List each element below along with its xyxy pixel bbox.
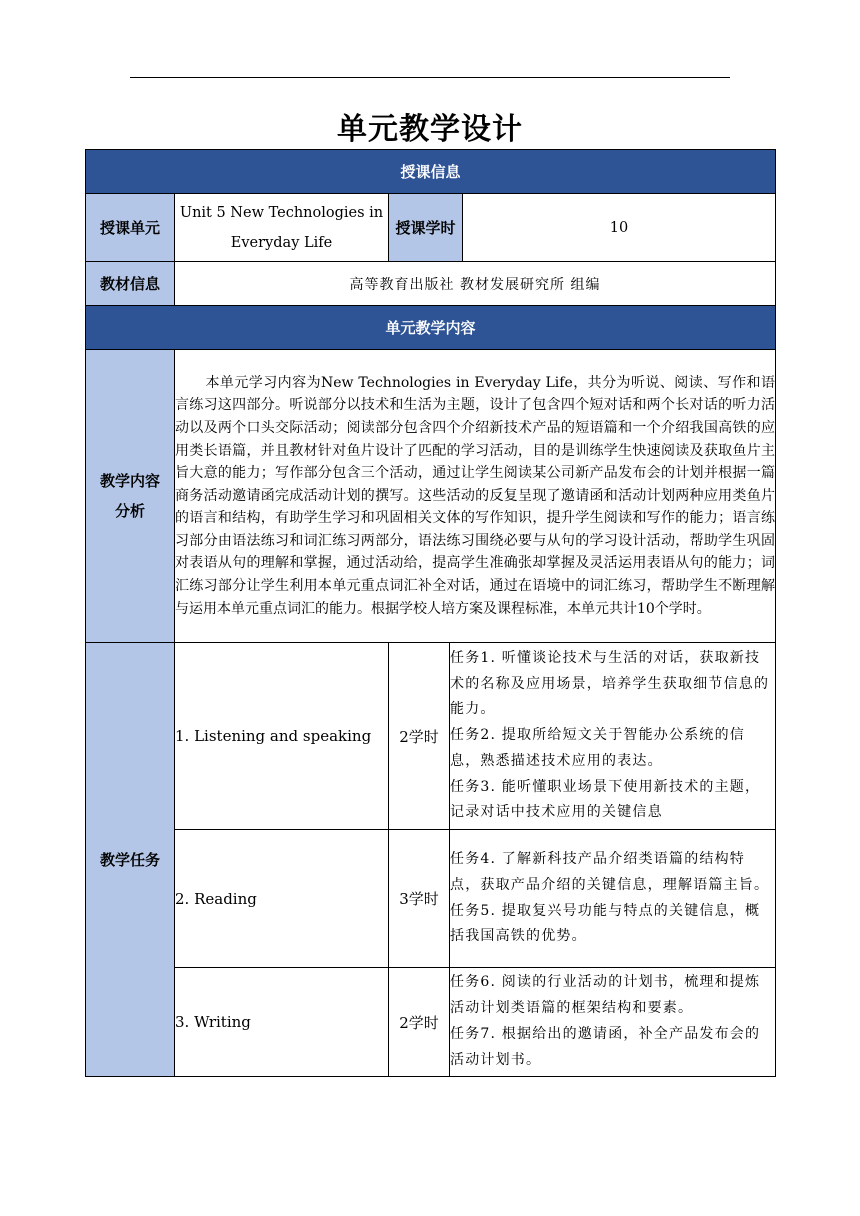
- task-detail: 任务1. 听懂谈论技术与生活的对话，获取新技术的名称及应用场景，培养学生获取细节信息的能力。: [450, 649, 770, 718]
- analysis-text: 本单元学习内容为New Technologies in Everyday Life，共分为听说、阅读、写作和语言练习这四部分。听说部分以技术和生活为主题，设计了包含四个短对话和两个长对话的听力活动以及两个口头交际活动；阅读部分包含四个介绍新技术产品的短语篇和一个介绍我国高铁的应用类长语篇，并且教材针对鱼片设计了匹配的学习活动，目的是训练学生快速阅读及获取鱼片主旨大意的能力；写作部分包含三个活动，通过让学生阅读某公司新产品发布会的计划并根据一篇商务活动邀请函完成活动计划的撰写。这些活动的反复呈现了邀请函和活动计划两种应用类鱼片的语言和结构，有助学生学习和巩固相关文体的写作知识，提升学生阅读和写作的能力；语言练习部分由语法练习和词汇练习两部分，语法练习围绕必要与从句的学习设计活动，帮助学生巩固对表语从句的理解和掌握，通过活动给，提高学生准确张却掌握及灵活运用表语从句的能力；词汇练习部分让学生利用本单元重点词汇补全对话，通过在语境中的词汇练习，帮助学生不断理解与运用本单元重点词汇的能力。根据学校人培方案及课程标准，本单元共计10个学时。: [175, 374, 775, 617]
- document-title: 单元教学设计: [337, 112, 523, 147]
- hours-label: 授课学时: [389, 194, 463, 262]
- task-name: 1. Listening and speaking: [175, 643, 389, 830]
- unit-design-table: [85, 149, 776, 1077]
- task-name: 2. Reading: [175, 830, 389, 968]
- analysis-cell: [175, 350, 776, 643]
- analysis-label: 教学内容分析: [86, 350, 175, 643]
- section-header-info: 授课信息: [86, 150, 776, 194]
- task-details: [450, 643, 776, 830]
- unit-label: 授课单元: [86, 194, 175, 262]
- task-detail: 任务3. 能听懂职业场景下使用新技术的主题，记录对话中技术应用的关键信息: [450, 778, 761, 821]
- section-header-content: 单元教学内容: [86, 306, 776, 350]
- tasks-label: 教学任务: [86, 643, 175, 1077]
- task-name: 3. Writing: [175, 968, 389, 1077]
- task-detail: 任务5. 提取复兴号功能与特点的关键信息，概括我国高铁的优势。: [450, 902, 761, 945]
- task-detail: 任务7. 根据给出的邀请函，补全产品发布会的活动计划书。: [450, 1026, 761, 1068]
- task-details: [450, 968, 776, 1077]
- task-hours: 2学时: [389, 643, 450, 830]
- task-detail: 任务6. 阅读的行业活动的计划书，梳理和提炼活动计划类语篇的框架结构和要素。: [450, 974, 761, 1017]
- task-detail: 任务2. 提取所给短文关于智能办公系统的信息，熟悉描述技术应用的表达。: [450, 727, 746, 769]
- task-detail: 任务4. 了解新科技产品介绍类语篇的结构特点，获取产品介绍的关键信息，理解语篇主旨。: [450, 850, 770, 893]
- task-details: [450, 830, 776, 968]
- header-rule: [130, 77, 730, 78]
- hours-value: 10: [463, 194, 776, 262]
- unit-value: Unit 5 New Technologies in Everyday Life: [175, 194, 389, 262]
- task-hours: 2学时: [389, 968, 450, 1077]
- material-value: 高等教育出版社 教材发展研究所 组编: [175, 262, 776, 306]
- task-hours: 3学时: [389, 830, 450, 968]
- material-label: 教材信息: [86, 262, 175, 306]
